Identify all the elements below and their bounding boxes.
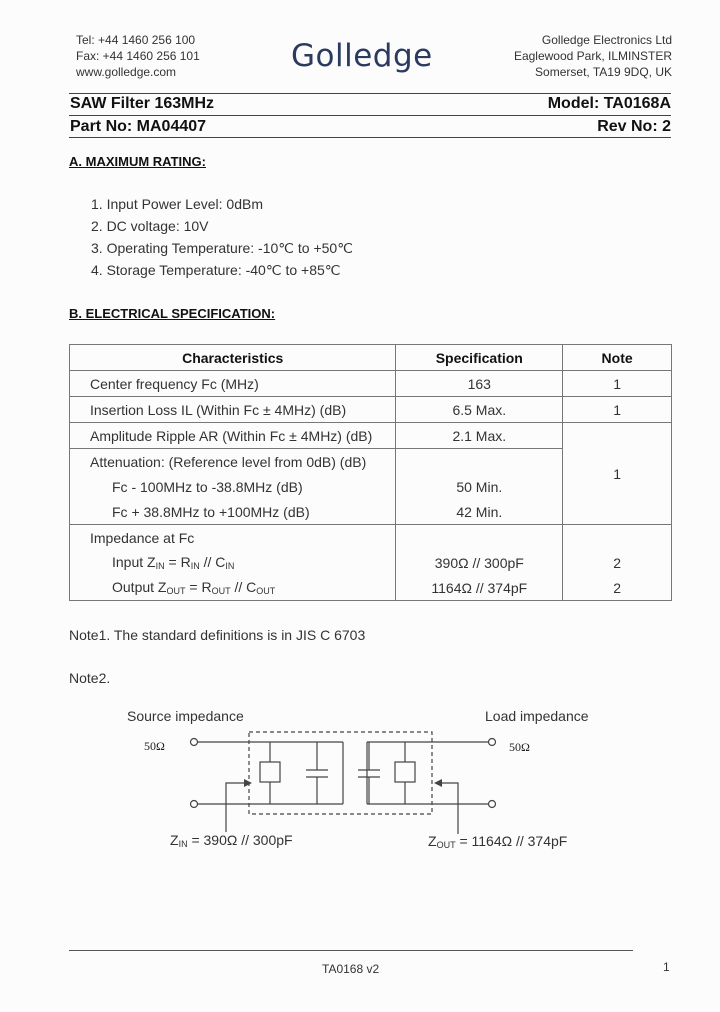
cell-char: Impedance at Fc bbox=[70, 525, 396, 551]
cell-note: 1 bbox=[563, 371, 672, 397]
cell-char: Amplitude Ripple AR (Within Fc ± 4MHz) (dB) bbox=[70, 423, 396, 449]
atten-low-label: Fc - 100MHz to -38.8MHz (dB) bbox=[112, 478, 303, 495]
col-header-note: Note bbox=[563, 345, 672, 371]
load-ohm-label: 50Ω bbox=[509, 740, 530, 754]
zout-label: $Z_{OUT} = 1164\Omega // 374pF$ bbox=[428, 833, 568, 850]
company-logo: Golledge bbox=[291, 38, 433, 74]
note-2: Note2. bbox=[69, 670, 111, 686]
note-1: Note1. The standard definitions is in JIS C 6703 bbox=[69, 627, 366, 643]
atten-high-label: Fc + 38.8MHz to +100MHz (dB) bbox=[112, 503, 310, 520]
revision-number: Rev No: 2 bbox=[597, 118, 671, 135]
load-terminal-bottom bbox=[489, 801, 496, 808]
source-terminal-top bbox=[191, 739, 198, 746]
input-resistor bbox=[260, 762, 280, 782]
tel: Tel: +44 1460 256 100 bbox=[76, 33, 196, 47]
cell-spec: 163 bbox=[396, 371, 563, 397]
zout-arrowhead bbox=[434, 779, 442, 787]
address-line-2: Somerset, TA19 9DQ, UK bbox=[535, 65, 672, 79]
col-header-specification: Specification bbox=[396, 345, 563, 371]
load-impedance-label: Load impedance bbox=[485, 708, 589, 724]
fax: Fax: +44 1460 256 101 bbox=[76, 49, 200, 63]
zin-label: $Z_{IN} = 390\Omega // 300pF$ bbox=[170, 832, 293, 849]
load-terminal-top bbox=[489, 739, 496, 746]
model-number: Model: TA0168A bbox=[547, 95, 671, 112]
cell-spec: 6.5 Max. bbox=[396, 397, 563, 423]
cell-note: 1 bbox=[563, 423, 672, 525]
max-rating-item: 1. Input Power Level: 0dBm bbox=[91, 196, 263, 212]
section-electrical-spec-title: B. ELECTRICAL SPECIFICATION: bbox=[69, 306, 276, 321]
cell-note: 1 bbox=[563, 397, 672, 423]
max-rating-item: 3. Operating Temperature: -10℃ to +50℃ bbox=[91, 240, 353, 256]
source-impedance-label: Source impedance bbox=[127, 708, 244, 724]
cell-spec: 1164Ω // 374pF bbox=[396, 575, 563, 601]
section-max-rating-title: A. MAXIMUM RATING: bbox=[69, 154, 206, 169]
footer-doc-id: TA0168 v2 bbox=[322, 962, 380, 976]
page-number: 1 bbox=[663, 960, 670, 974]
part-number: Part No: MA04407 bbox=[70, 118, 207, 135]
cell-note: 2 bbox=[563, 550, 672, 575]
max-rating-item: 2. DC voltage: 10V bbox=[91, 218, 209, 234]
source-ohm-label: 50Ω bbox=[144, 739, 165, 753]
cell-spec: 50 Min. bbox=[396, 474, 563, 499]
footer-divider bbox=[69, 950, 633, 951]
input-impedance-label: Input $Z_{IN} = R_{IN} // C_{IN}$ bbox=[112, 554, 235, 571]
col-header-characteristics: Characteristics bbox=[70, 345, 396, 371]
cell-char: Insertion Loss IL (Within Fc ± 4MHz) (dB) bbox=[70, 397, 396, 423]
cell-note: 2 bbox=[563, 575, 672, 601]
zin-arrowhead bbox=[244, 779, 252, 787]
cell-spec: 42 Min. bbox=[396, 499, 563, 525]
cell-char: Attenuation: (Reference level from 0dB) (dB) bbox=[70, 449, 396, 475]
product-title: SAW Filter 163MHz bbox=[70, 95, 215, 112]
zout-arrow bbox=[440, 783, 458, 834]
website-link[interactable]: www.golledge.com bbox=[76, 65, 177, 79]
address-line-1: Eaglewood Park, ILMINSTER bbox=[513, 49, 672, 63]
zin-arrow bbox=[226, 783, 246, 832]
output-resistor bbox=[395, 762, 415, 782]
output-impedance-label: Output $Z_{OUT} = R_{OUT} // C_{OUT}$ bbox=[112, 579, 276, 596]
company-name: Golledge Electronics Ltd bbox=[541, 33, 672, 47]
cell-spec: 390Ω // 300pF bbox=[396, 550, 563, 575]
cell-spec: 2.1 Max. bbox=[396, 423, 563, 449]
cell-char: Center frequency Fc (MHz) bbox=[70, 371, 396, 397]
source-terminal-bottom bbox=[191, 801, 198, 808]
max-rating-item: 4. Storage Temperature: -40℃ to +85℃ bbox=[91, 262, 341, 278]
